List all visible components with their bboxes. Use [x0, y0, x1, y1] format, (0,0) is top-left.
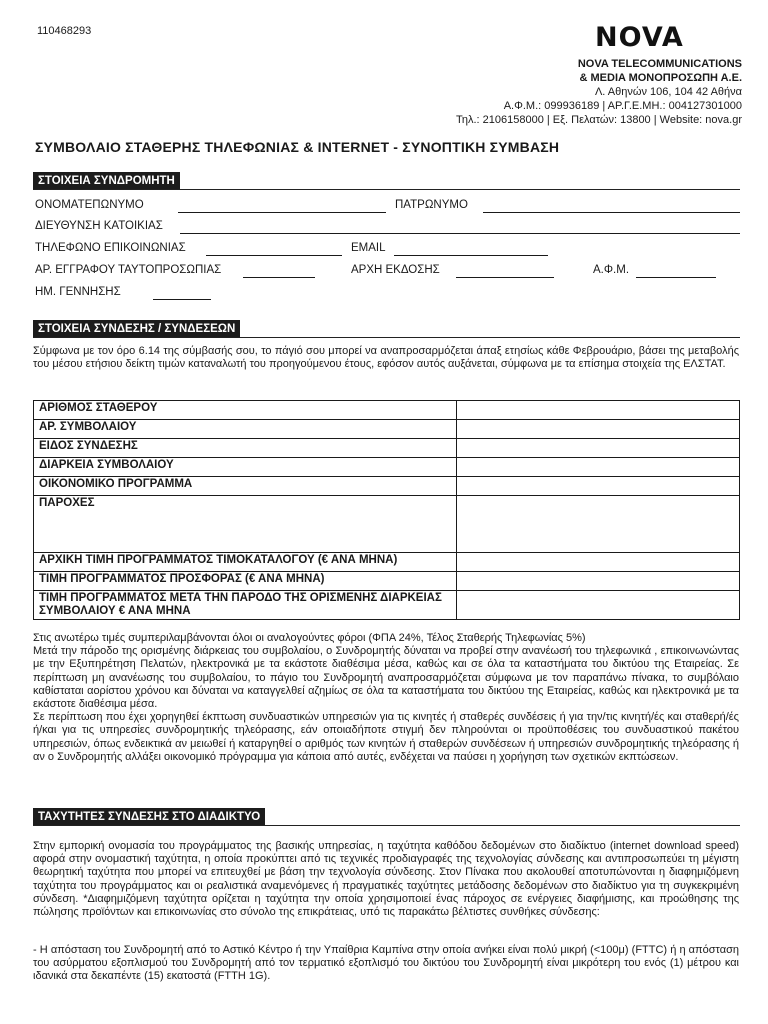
table-row-label: ΤΙΜΗ ΠΡΟΓΡΑΜΜΑΤΟΣ ΜΕΤΑ ΤΗΝ ΠΑΡΟΔΟ ΤΗΣ ΟΡΙΣΜΕΝΗΣ ΔΙΑΡΚΕΙΑΣ ΣΥΜΒΟΛΑΙΟΥ € ΑΝΑ ΜΗΝΑ — [34, 591, 457, 620]
id-number-field[interactable] — [243, 277, 315, 278]
section-divider — [33, 825, 740, 826]
company-address: Λ. Αθηνών 106, 104 42 Αθήνα — [594, 86, 742, 98]
table-row-value[interactable] — [457, 496, 740, 553]
table-row-value[interactable] — [457, 401, 740, 420]
nova-logo: NOVA — [595, 22, 684, 53]
issuing-authority-label: ΑΡΧΗ ΕΚΔΟΣΗΣ — [351, 264, 440, 276]
phone-field[interactable] — [206, 255, 342, 256]
company-tax-info: Α.Φ.Μ.: 099936189 | ΑΡ.Γ.Ε.ΜΗ.: 004127301000 — [503, 100, 742, 112]
pricing-notes-text: Στις ανωτέρω τιμές συμπεριλαμβάνονται όλοι οι αναλογούντες φόροι (ΦΠΑ 24%, Τέλος Σταθερής Τηλεφωνίας 5%) Μετά την πάροδο της ορισμένης διάρκειας του συμβολαίου, ο Συνδρομητής δύναται να προβεί στην ανανέωσή του τηλεφωνικά , επικοινωνώντας με την Εξυπηρέτηση Πελατών, ηλεκτρονικά με τα εκάστοτε διαθέσιμα μέσα, καθώς και σε όλα τα καταστήματα του δικτύου της Εταιρείας. Σε περίπτωση μη ανανέωσης του συμβολαίου, το πάγιο του Συνδρομητή αναπροσαρμόζεται σύμφωνα με τον παραπάνω πίνακα, το συμβόλαιο καθίσταται αορίστου χρόνου και δύναται να καταγγελθεί αζημίως σε όλα τα καταστήματα του δικτύου της Εταιρείας, καθώς και ηλεκτρονικά με τα εκάστοτε διαθέσιμα μέσα. Σε περίπτωση που έχει χορηγηθεί έκπτωση συνδυαστικών υπηρεσιών για τις κινητές ή σταθερές συνδέσεις ή για την/τις κινητή/ές και σταθερή/ές ή/και για τις υπηρεσίες συνδρομητικής τηλεόρασης, εάν οποιαδήποτε στιγμή δεν πληρούνται οι προϋποθέσεις του συνδυαστικού πακέτου υπηρεσιών, όπως ενδεικτικά αν μειωθεί ή καταργηθεί ο αριθμός των κινητών ή σταθερών συνδέσεων ή υπηρεσιών συνδρομητικής τηλεόρασης ή αν ο Συνδρομητής αλλάξει οικονομικό πρόγραμμα για κάποια από αυτές, ενδέχεται να παύσει η χορήγηση των σχετικών εκπτώσεων. — [33, 632, 739, 763]
document-id: 110468293 — [37, 25, 92, 37]
company-info — [456, 57, 742, 127]
email-field[interactable] — [394, 255, 548, 256]
subscriber-section-heading: ΣΤΟΙΧΕΙΑ ΣΥΝΔΡΟΜΗΤΗ — [33, 172, 180, 189]
birth-date-field[interactable] — [153, 299, 211, 300]
full-name-label: ΟΝΟΜΑΤΕΠΩΝΥΜΟ — [35, 199, 144, 211]
table-row — [34, 458, 740, 477]
table-row — [34, 420, 740, 439]
table-row-label: ΟΙΚΟΝΟΜΙΚΟ ΠΡΟΓΡΑΜΜΑ — [34, 477, 457, 496]
table-row — [34, 439, 740, 458]
company-name-line1: NOVA TELECOMMUNICATIONS — [577, 58, 742, 70]
connection-section-heading: ΣΤΟΙΧΕΙΑ ΣΥΝΔΕΣΗΣ / ΣΥΝΔΕΣΕΩΝ — [33, 320, 240, 337]
phone-label: ΤΗΛΕΦΩΝΟ ΕΠΙΚΟΙΝΩΝΙΑΣ — [35, 242, 186, 254]
connection-details-table — [33, 400, 740, 620]
section-divider — [33, 189, 740, 190]
table-row-value[interactable] — [457, 591, 740, 620]
table-row — [34, 401, 740, 420]
document-title: ΣΥΜΒΟΛΑΙΟ ΣΤΑΘΕΡΗΣ ΤΗΛΕΦΩΝΙΑΣ & INTERNET - ΣΥΝΟΠΤΙΚΗ ΣΥΜΒΑΣΗ — [35, 139, 560, 155]
table-row-value[interactable] — [457, 553, 740, 572]
table-row-value[interactable] — [457, 420, 740, 439]
full-name-field[interactable] — [178, 212, 386, 213]
afm-label: Α.Φ.Μ. — [593, 264, 630, 276]
table-row-value[interactable] — [457, 439, 740, 458]
table-row — [34, 496, 740, 553]
table-row-value[interactable] — [457, 458, 740, 477]
table-row — [34, 477, 740, 496]
father-name-label: ΠΑΤΡΩΝΥΜΟ — [395, 199, 468, 211]
table-row — [34, 553, 740, 572]
table-row — [34, 591, 740, 620]
afm-field[interactable] — [636, 277, 716, 278]
section-divider — [33, 337, 740, 338]
birth-date-label: ΗΜ. ΓΕΝΝΗΣΗΣ — [35, 286, 121, 298]
table-row-label: ΕΙΔΟΣ ΣΥΝΔΕΣΗΣ — [34, 439, 457, 458]
speed-condition-text: - Η απόσταση του Συνδρομητή από το Αστικό Κέντρο ή την Υπαίθρια Καμπίνα στην οποία ανήκει είναι πολύ μικρή (<100μ) (FTTC) ή η απόσταση του ασύρματου εξοπλισμού του Συνδρομητή από τον τερματικό εξοπλισμό του δικτύου του Συνδρομητή είναι μικρότερη του ενός (1) μέτρου και ιδανικά στα δεκαπέντε (15) εκατοστά (FTTH 1G). — [33, 944, 739, 983]
speed-description-text: Στην εμπορική ονομασία του προγράμματος της βασικής υπηρεσίας, η ταχύτητα καθόδου δεδομένων στο διαδίκτυο (internet download speed) αφορά στην ονομαστική ταχύτητα, η οποία προκύπτει από τις τεχνικές προδιαγραφές της τεχνολογίας σύνδεσης και αντιπροσωπεύει τη μέγιστη θεωρητική ταχύτητα που μπορεί να επιτευχθεί με βάση την τεχνολογία σύνδεσης. Στον Πίνακα που ακολουθεί αποτυπώνονται η διαφημιζόμενη ταχύτητα του προγράμματος και οι ρεαλιστικά αναμενόμενες ή πραγματικές ταχύτητες μετάδοσης δεδομένων στο διαδίκτυο για τη συγκεκριμένη σύνδεση. *Διαφημιζόμενη ταχύτητα ορίζεται η ταχύτητα την οποία χρησιμοποιεί ένας πάροχος σε ενέργειες διαφήμισης, και προώθησης της πώλησης προϊόντων και επικοινωνίας στο σύνολο της επικράτειας, υπό τις παρακάτω βέλτιστες συνθήκες σύνδεσης: — [33, 840, 739, 919]
id-number-label: ΑΡ. ΕΓΓΡΑΦΟΥ ΤΑΥΤΟΠΡΟΣΩΠΙΑΣ — [35, 264, 222, 276]
company-contact: Τηλ.: 2106158000 | Εξ. Πελατών: 13800 | Website: nova.gr — [455, 114, 742, 126]
table-row-label: ΔΙΑΡΚΕΙΑ ΣΥΜΒΟΛΑΙΟΥ — [34, 458, 457, 477]
table-row-value[interactable] — [457, 572, 740, 591]
table-row-label: ΠΑΡΟΧΕΣ — [34, 496, 457, 553]
father-name-field[interactable] — [483, 212, 740, 213]
table-row-label: ΑΡΙΘΜΟΣ ΣΤΑΘΕΡΟΥ — [34, 401, 457, 420]
table-row-label: ΤΙΜΗ ΠΡΟΓΡΑΜΜΑΤΟΣ ΠΡΟΣΦΟΡΑΣ (€ ΑΝΑ ΜΗΝΑ) — [34, 572, 457, 591]
email-label: EMAIL — [351, 242, 386, 254]
table-row — [34, 572, 740, 591]
address-label: ΔΙΕΥΘΥΝΣΗ ΚΑΤΟΙΚΙΑΣ — [35, 220, 163, 232]
company-name-line2: & MEDIA ΜΟΝΟΠΡΟΣΩΠΗ Α.Ε. — [579, 72, 742, 84]
address-field[interactable] — [180, 233, 740, 234]
table-row-label: ΑΡΧΙΚΗ ΤΙΜΗ ΠΡΟΓΡΑΜΜΑΤΟΣ ΤΙΜΟΚΑΤΑΛΟΓΟΥ (€ ΑΝΑ ΜΗΝΑ) — [34, 553, 457, 572]
speed-section-heading: ΤΑΧΥΤΗΤΕΣ ΣΥΝΔΕΣΗΣ ΣΤΟ ΔΙΑΔΙΚΤΥΟ — [33, 808, 265, 825]
price-adjustment-text: Σύμφωνα με τον όρο 6.14 της σύμβασής σου, το πάγιό σου μπορεί να αναπροσαρμόζεται άπαξ ετησίως κάθε Φεβρουάριο, βάσει της μεταβολής του μέσου ετήσιου δείκτη τιμών καταναλωτή του προηγούμενου έτους, εφόσον αυτός αυξάνεται, σύμφωνα με τα επίσημα στοιχεία της ΕΛΣΤΑΤ. — [33, 345, 739, 371]
issuing-authority-field[interactable] — [456, 277, 554, 278]
table-row-label: ΑΡ. ΣΥΜΒΟΛΑΙΟΥ — [34, 420, 457, 439]
table-row-value[interactable] — [457, 477, 740, 496]
